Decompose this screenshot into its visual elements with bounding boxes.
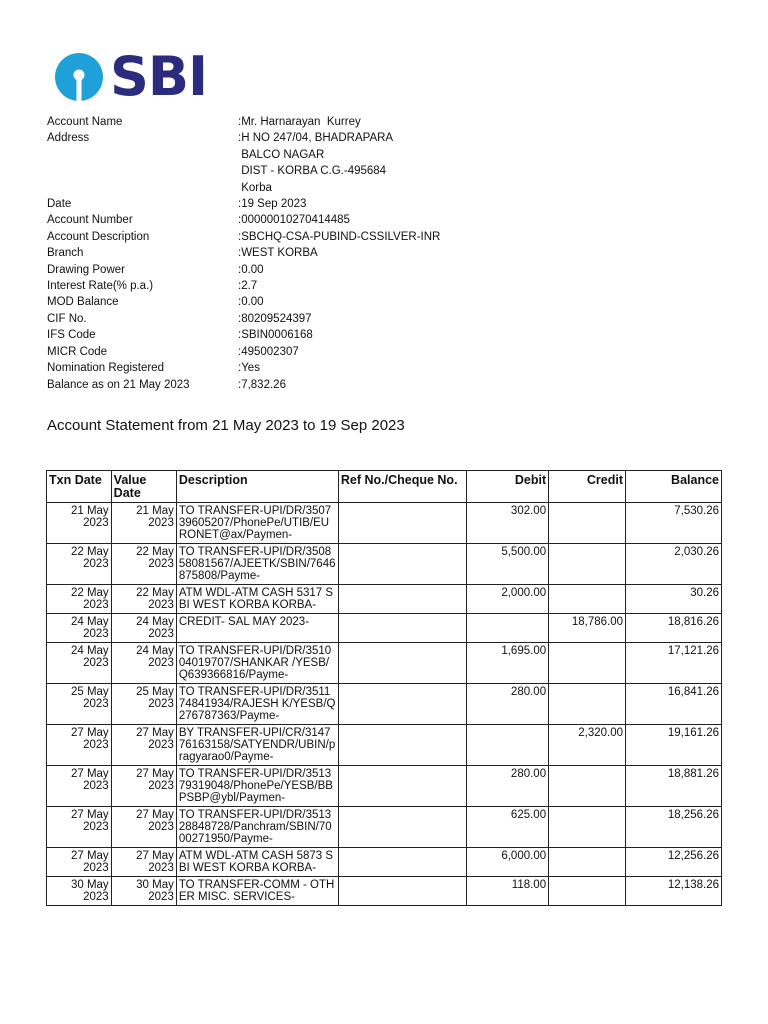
info-value: :19 Sep 2023 (238, 198, 307, 211)
cell-txn-date: 24 May 2023 (47, 643, 112, 684)
info-value: :80209524397 (238, 312, 312, 325)
cell-balance: 2,030.26 (626, 544, 722, 585)
info-label: Branch (47, 247, 84, 260)
cell-description: TO TRANSFER-UPI/DR/351174841934/RAJESH K/YESB/Q276787363/Payme- (176, 684, 338, 725)
info-row (47, 196, 440, 212)
cell-ref (338, 503, 467, 544)
cell-balance: 18,881.26 (626, 766, 722, 807)
cell-balance: 12,138.26 (626, 877, 722, 906)
cell-description: TO TRANSFER-UPI/DR/351379319048/PhonePe/YESB/BBPSBP@ybl/Paymen- (176, 766, 338, 807)
table-row (47, 766, 722, 807)
cell-debit: 302.00 (467, 503, 549, 544)
info-value: :2.7 (238, 280, 258, 293)
cell-debit: 280.00 (467, 684, 549, 725)
cell-debit: 5,500.00 (467, 544, 549, 585)
cell-description: ATM WDL-ATM CASH 5317 SBI WEST KORBA KORBA- (176, 585, 338, 614)
cell-credit (549, 544, 626, 585)
cell-txn-date: 24 May 2023 (47, 614, 112, 643)
cell-txn-date: 22 May 2023 (47, 585, 112, 614)
cell-value-date: 27 May 2023 (111, 725, 176, 766)
cell-ref (338, 848, 467, 877)
info-label: Date (47, 198, 72, 211)
cell-debit: 1,695.00 (467, 643, 549, 684)
cell-credit: 2,320.00 (549, 725, 626, 766)
cell-value-date: 24 May 2023 (111, 643, 176, 684)
cell-value-date: 25 May 2023 (111, 684, 176, 725)
info-label: IFS Code (47, 329, 96, 342)
cell-txn-date: 30 May 2023 (47, 877, 112, 906)
cell-txn-date: 22 May 2023 (47, 544, 112, 585)
cell-value-date: 30 May 2023 (111, 877, 176, 906)
table-row (47, 614, 722, 643)
cell-debit (467, 725, 549, 766)
info-row (47, 163, 440, 179)
cell-credit (549, 848, 626, 877)
cell-txn-date: 21 May 2023 (47, 503, 112, 544)
cell-credit: 18,786.00 (549, 614, 626, 643)
cell-credit (549, 585, 626, 614)
info-row (47, 114, 440, 130)
info-row (47, 212, 440, 228)
cell-credit (549, 503, 626, 544)
table-row (47, 877, 722, 906)
table-row (47, 807, 722, 848)
info-label (47, 180, 238, 196)
cell-credit (549, 684, 626, 725)
cell-description: TO TRANSFER-UPI/DR/351328848728/Panchram/SBIN/7000271950/Payme- (176, 807, 338, 848)
cell-description: TO TRANSFER-UPI/DR/350858081567/AJEETK/SBIN/7646875808/Payme- (176, 544, 338, 585)
cell-description: TO TRANSFER-UPI/DR/351004019707/SHANKAR /YESB/Q639366816/Payme- (176, 643, 338, 684)
info-row (47, 278, 440, 294)
cell-description: TO TRANSFER-UPI/DR/350739605207/PhonePe/UTIB/EURONET@ax/Paymen- (176, 503, 338, 544)
header-value-date: Value Date (111, 471, 176, 503)
cell-balance: 18,256.26 (626, 807, 722, 848)
info-value: :0.00 (238, 263, 264, 276)
table-row (47, 725, 722, 766)
cell-balance: 17,121.26 (626, 643, 722, 684)
cell-ref (338, 725, 467, 766)
info-label (47, 147, 238, 163)
info-row (47, 311, 440, 327)
cell-ref (338, 544, 467, 585)
info-value: :SBCHQ-CSA-PUBIND-CSSILVER-INR (238, 230, 441, 243)
cell-ref (338, 766, 467, 807)
table-row (47, 643, 722, 684)
cell-debit: 625.00 (467, 807, 549, 848)
cell-ref (338, 877, 467, 906)
info-row (47, 377, 440, 393)
info-value: :SBIN0006168 (238, 329, 313, 342)
info-label: Account Number (47, 214, 133, 227)
cell-balance: 30.26 (626, 585, 722, 614)
info-label: Account Name (47, 116, 123, 128)
cell-ref (338, 643, 467, 684)
statement-title: Account Statement from 21 May 2023 to 19 Sep 2023 (47, 417, 405, 434)
info-value: DIST - KORBA C.G.-495684 (238, 165, 387, 178)
cell-description: TO TRANSFER-COMM - OTHER MISC. SERVICES- (176, 877, 338, 906)
cell-balance: 18,816.26 (626, 614, 722, 643)
header-txn-date: Txn Date (47, 471, 112, 503)
table-header-row (47, 471, 722, 503)
info-value: :0.00 (238, 296, 264, 309)
header-balance: Balance (626, 471, 722, 503)
cell-balance: 16,841.26 (626, 684, 722, 725)
cell-value-date: 22 May 2023 (111, 544, 176, 585)
cell-balance: 7,530.26 (626, 503, 722, 544)
header-debit: Debit (467, 471, 549, 503)
info-value: :Mr. Harnarayan Kurrey (238, 116, 361, 128)
info-value: BALCO NAGAR (238, 148, 325, 161)
info-value: :Yes (238, 362, 260, 375)
info-label (47, 163, 238, 179)
cell-credit (549, 807, 626, 848)
cell-description: CREDIT- SAL MAY 2023- (176, 614, 338, 643)
cell-debit: 6,000.00 (467, 848, 549, 877)
cell-description: BY TRANSFER-UPI/CR/314776163158/SATYENDR/UBIN/pragyarao0/Payme- (176, 725, 338, 766)
cell-value-date: 22 May 2023 (111, 585, 176, 614)
info-row (47, 180, 440, 196)
info-label: Address (47, 132, 90, 145)
cell-debit (467, 614, 549, 643)
info-label: Balance as on 21 May 2023 (47, 378, 190, 391)
cell-credit (549, 766, 626, 807)
cell-debit: 280.00 (467, 766, 549, 807)
info-row (47, 245, 440, 261)
cell-txn-date: 27 May 2023 (47, 807, 112, 848)
cell-txn-date: 27 May 2023 (47, 766, 112, 807)
transactions-table (46, 470, 722, 906)
info-label: MOD Balance (47, 296, 119, 309)
info-row (47, 262, 440, 278)
info-label: Account Description (47, 230, 150, 243)
cell-ref (338, 684, 467, 725)
table-row (47, 848, 722, 877)
account-info (47, 114, 440, 393)
cell-credit (549, 877, 626, 906)
cell-ref (338, 807, 467, 848)
info-row (47, 344, 440, 360)
info-label: Nomination Registered (47, 362, 164, 375)
sbi-keyhole-icon (54, 52, 104, 102)
cell-description: ATM WDL-ATM CASH 5873 SBI WEST KORBA KORBA- (176, 848, 338, 877)
cell-balance: 19,161.26 (626, 725, 722, 766)
cell-balance: 12,256.26 (626, 848, 722, 877)
cell-value-date: 27 May 2023 (111, 807, 176, 848)
info-label: CIF No. (47, 312, 87, 325)
header-credit: Credit (549, 471, 626, 503)
table-row (47, 684, 722, 725)
cell-value-date: 27 May 2023 (111, 848, 176, 877)
cell-debit: 118.00 (467, 877, 549, 906)
table-row (47, 503, 722, 544)
sbi-logo (54, 45, 208, 108)
cell-txn-date: 27 May 2023 (47, 848, 112, 877)
table-row (47, 544, 722, 585)
info-label: MICR Code (47, 345, 108, 358)
header-description: Description (176, 471, 338, 503)
info-value: :495002307 (238, 345, 299, 358)
info-row (47, 294, 440, 310)
info-value: :H NO 247/04, BHADRAPARA (238, 132, 394, 145)
info-value: :00000010270414485 (238, 214, 350, 227)
info-row (47, 130, 440, 146)
cell-txn-date: 27 May 2023 (47, 725, 112, 766)
info-value: :WEST KORBA (238, 247, 318, 260)
info-value: Korba (238, 181, 272, 194)
cell-ref (338, 614, 467, 643)
info-row (47, 147, 440, 163)
header-ref: Ref No./Cheque No. (338, 471, 467, 503)
cell-txn-date: 25 May 2023 (47, 684, 112, 725)
info-value: :7,832.26 (238, 378, 286, 391)
logo-text: SBI (110, 45, 208, 108)
info-row (47, 327, 440, 343)
info-row (47, 360, 440, 376)
cell-value-date: 27 May 2023 (111, 766, 176, 807)
info-row (47, 229, 440, 245)
cell-debit: 2,000.00 (467, 585, 549, 614)
cell-ref (338, 585, 467, 614)
cell-credit (549, 643, 626, 684)
info-label: Interest Rate(% p.a.) (47, 280, 154, 293)
table-row (47, 585, 722, 614)
cell-value-date: 24 May 2023 (111, 614, 176, 643)
info-label: Drawing Power (47, 263, 125, 276)
cell-value-date: 21 May 2023 (111, 503, 176, 544)
